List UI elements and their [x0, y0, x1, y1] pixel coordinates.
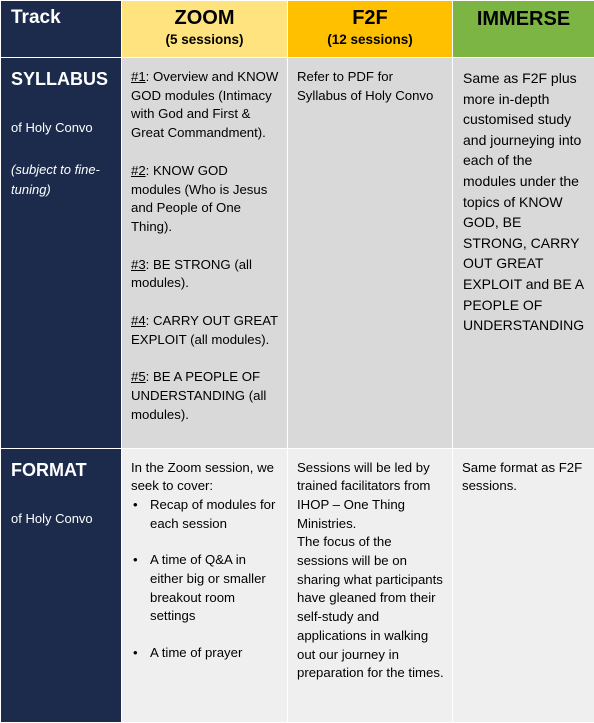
f2f-syllabus-cell: Refer to PDF for Syllabus of Holy Convo	[288, 58, 453, 449]
format-subtitle: of Holy Convo	[11, 511, 111, 527]
zoom-format-list	[131, 496, 279, 663]
session-text: : BE A PEOPLE OF UNDERSTANDING (all modules).	[131, 369, 266, 421]
list-item: • A time of Q&A in either big or smaller breakout room settings	[131, 551, 279, 626]
f2f-format-cell	[288, 448, 453, 722]
syllabus-title: SYLLABUS	[11, 68, 111, 90]
f2f-title: F2F	[292, 7, 448, 30]
f2f-format-para-1: Sessions will be led by trained facilitators from IHOP – One Thing Ministries.	[297, 459, 444, 534]
immerse-syllabus-cell: Same as F2F plus more in-depth customised study and journeying into each of the modules under the topics of KNOW GOD, BE STRONG, CARRY OUT GREAT EXPLOIT and BE A PEOPLE OF UNDERSTANDING	[453, 58, 594, 449]
syllabus-item	[131, 312, 279, 349]
f2f-format-para-2: The focus of the sessions will be on sharing what participants have gleaned from their self-study and applications in walking out our journey in preparation for the times.	[297, 533, 444, 683]
list-item: • A time of prayer	[131, 644, 279, 663]
syllabus-item	[131, 256, 279, 293]
syllabus-subtitle: of Holy Convo	[11, 120, 111, 136]
session-text: : KNOW GOD modules (Who is Jesus and People of One Thing).	[131, 163, 267, 234]
session-number: #5	[131, 369, 146, 384]
zoom-header	[122, 1, 288, 58]
f2f-sessions: (12 sessions)	[292, 30, 448, 50]
list-item: • Recap of modules for each session	[131, 496, 279, 533]
format-title: FORMAT	[11, 459, 111, 481]
session-number: #3	[131, 257, 146, 272]
session-text: : Overview and KNOW GOD modules (Intimacy with God and First & Great Commandment).	[131, 69, 278, 140]
session-number: #1	[131, 69, 146, 84]
session-number: #2	[131, 163, 146, 178]
syllabus-row	[1, 58, 594, 449]
header-row	[1, 1, 594, 58]
session-number: #4	[131, 313, 146, 328]
session-text: : BE STRONG (all modules).	[131, 257, 252, 291]
syllabus-label-cell	[1, 58, 122, 449]
zoom-format-intro: In the Zoom session, we seek to cover:	[131, 459, 279, 496]
track-header: Track	[1, 1, 122, 58]
zoom-syllabus-cell	[122, 58, 288, 449]
zoom-sessions: (5 sessions)	[126, 30, 283, 50]
format-label-cell	[1, 448, 122, 722]
f2f-header	[288, 1, 453, 58]
syllabus-item	[131, 368, 279, 424]
immerse-title: IMMERSE	[457, 7, 590, 32]
syllabus-note: (subject to fine-tuning)	[11, 160, 111, 200]
zoom-format-cell	[122, 448, 288, 722]
immerse-header	[453, 1, 594, 58]
syllabus-item	[131, 162, 279, 237]
format-row	[1, 448, 594, 722]
session-text: : CARRY OUT GREAT EXPLOIT (all modules).	[131, 313, 278, 347]
immerse-format-cell: Same format as F2F sessions.	[453, 448, 594, 722]
zoom-title: ZOOM	[126, 7, 283, 30]
syllabus-item	[131, 68, 279, 143]
